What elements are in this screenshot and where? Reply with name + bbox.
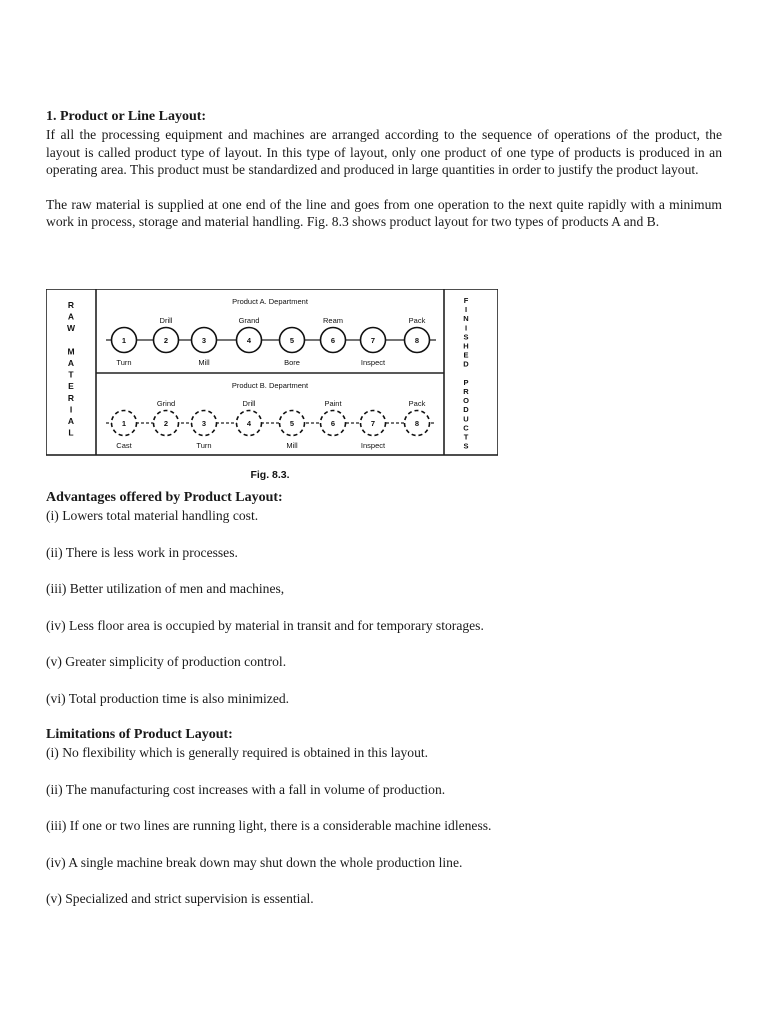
finished-products-letter: I bbox=[464, 323, 468, 333]
dept-b-operation-label: Turn bbox=[196, 441, 212, 450]
figure-caption: Fig. 8.3. bbox=[250, 469, 290, 481]
dept-a-node-number: 2 bbox=[163, 336, 169, 345]
advantage-item: (iii) Better utilization of men and machines, bbox=[46, 581, 285, 596]
advantage-item: (vi) Total production time is also minimized. bbox=[46, 690, 290, 706]
finished-products-letter: S bbox=[463, 441, 469, 451]
dept-b-node-number: 4 bbox=[246, 419, 252, 428]
dept-a-node-number: 3 bbox=[201, 336, 207, 345]
dept-b-operation-label: Mill bbox=[286, 441, 298, 450]
raw-material-letter: A bbox=[67, 358, 75, 368]
dept-b-operation-label: Drill bbox=[242, 399, 256, 408]
dept-a-title: Product A. Department bbox=[232, 297, 308, 306]
paragraph-raw-material: The raw material is supplied at one end of the line and goes from one operation to the next quite rapidly with a minimum work in process, storage and material handling. Fig. 8.3 shows product layout for two types of products A and B. bbox=[46, 196, 722, 230]
figure-product-layout bbox=[46, 289, 498, 483]
limitation-item: (iii) If one or two lines are running light, there is a considerable machine idleness. bbox=[46, 818, 492, 833]
product-layout-diagram bbox=[46, 289, 498, 483]
raw-material-letter: A bbox=[67, 311, 75, 322]
dept-b-node-number: 6 bbox=[330, 419, 336, 428]
finished-products-letter: T bbox=[463, 432, 469, 442]
dept-a-operation-label: Ream bbox=[322, 316, 344, 325]
section-heading: 1. Product or Line Layout: bbox=[46, 109, 207, 124]
finished-products-letter: R bbox=[463, 387, 469, 396]
dept-a-operation-label: Pack bbox=[408, 316, 426, 325]
limitation-item: (ii) The manufacturing cost increases with a fall in volume of production. bbox=[46, 781, 446, 797]
dept-b-node-number: 1 bbox=[121, 419, 127, 428]
raw-material-letter: A bbox=[67, 416, 75, 426]
dept-a-node-number: 8 bbox=[414, 336, 420, 345]
finished-products-letter: E bbox=[463, 350, 469, 360]
raw-material-letter: W bbox=[66, 323, 76, 334]
raw-material-letter: L bbox=[68, 427, 74, 438]
paragraph-definition: If all the processing equipment and machines are arranged according to the sequence of operations of the product, the layout is called product type of layout. In this type of layout, only one product of one type of products is produced in an operating area. This product must be standardized and produced in large quantities in order to justify the product layout. bbox=[46, 127, 722, 178]
dept-a-operation-label: Grand bbox=[238, 316, 260, 325]
finished-products-letter: P bbox=[463, 377, 469, 387]
dept-a-operation-label: Turn bbox=[116, 358, 132, 367]
dept-b-node-number: 3 bbox=[201, 419, 207, 428]
raw-material-letter: R bbox=[67, 300, 75, 310]
dept-a-operation-label: Inspect bbox=[360, 358, 386, 367]
raw-material-letter: M bbox=[67, 346, 75, 357]
finished-products-letter: H bbox=[463, 341, 469, 351]
dept-b-operation-label: Cast bbox=[116, 441, 132, 450]
dept-b-node-number: 7 bbox=[370, 419, 376, 428]
dept-b-operation-label: Inspect bbox=[360, 441, 386, 450]
dept-a-operation-label: Bore bbox=[284, 358, 300, 367]
finished-products-letter: C bbox=[463, 423, 469, 433]
raw-material-letter: I bbox=[69, 404, 73, 415]
dept-b-operation-label: Paint bbox=[324, 399, 342, 408]
finished-products-letter: D bbox=[463, 405, 469, 415]
raw-material-letter: T bbox=[68, 369, 74, 380]
finished-products-letter: D bbox=[463, 359, 469, 369]
section-advantages bbox=[46, 489, 722, 707]
dept-b-operation-label: Pack bbox=[408, 399, 426, 408]
dept-b-node-number: 8 bbox=[414, 419, 420, 428]
advantage-item: (i) Lowers total material handling cost. bbox=[46, 508, 259, 523]
finished-products-letter: S bbox=[463, 332, 469, 342]
dept-a-node-number: 5 bbox=[289, 336, 295, 345]
advantage-item: (v) Greater simplicity of production control. bbox=[46, 654, 287, 669]
dept-a-node-number: 4 bbox=[246, 336, 252, 345]
raw-material-letter: E bbox=[68, 381, 74, 392]
dept-a-operation-label: Mill bbox=[198, 358, 210, 367]
limitation-item: (v) Specialized and strict supervision is essential. bbox=[46, 891, 314, 906]
advantage-item: (ii) There is less work in processes. bbox=[46, 544, 238, 560]
section-limitations bbox=[46, 726, 722, 907]
limitation-item: (iv) A single machine break down may shut down the whole production line. bbox=[46, 854, 463, 870]
dept-b-node-number: 5 bbox=[289, 419, 295, 428]
advantages-heading: Advantages offered by Product Layout: bbox=[46, 490, 283, 505]
finished-products-letter: F bbox=[463, 296, 469, 305]
limitation-item: (i) No flexibility which is generally required is obtained in this layout. bbox=[46, 745, 429, 760]
finished-products-letter: I bbox=[464, 305, 468, 315]
finished-products-letter: N bbox=[463, 314, 469, 324]
raw-material-letter: R bbox=[67, 392, 75, 403]
dept-b-title: Product B. Department bbox=[231, 381, 309, 390]
finished-products-letter: U bbox=[463, 414, 469, 424]
dept-a-node-number: 1 bbox=[121, 336, 127, 345]
dept-a-node-number: 7 bbox=[370, 336, 376, 345]
dept-a-operation-label: Drill bbox=[159, 316, 173, 325]
finished-products-letter: O bbox=[463, 396, 469, 406]
section-product-layout bbox=[46, 108, 722, 231]
dept-a-node-number: 6 bbox=[330, 336, 336, 345]
limitations-heading: Limitations of Product Layout: bbox=[46, 727, 233, 742]
dept-b-node-number: 2 bbox=[163, 419, 169, 428]
dept-b-operation-label: Grind bbox=[156, 399, 176, 408]
advantage-item: (iv) Less floor area is occupied by material in transit and for temporary storages. bbox=[46, 617, 484, 633]
